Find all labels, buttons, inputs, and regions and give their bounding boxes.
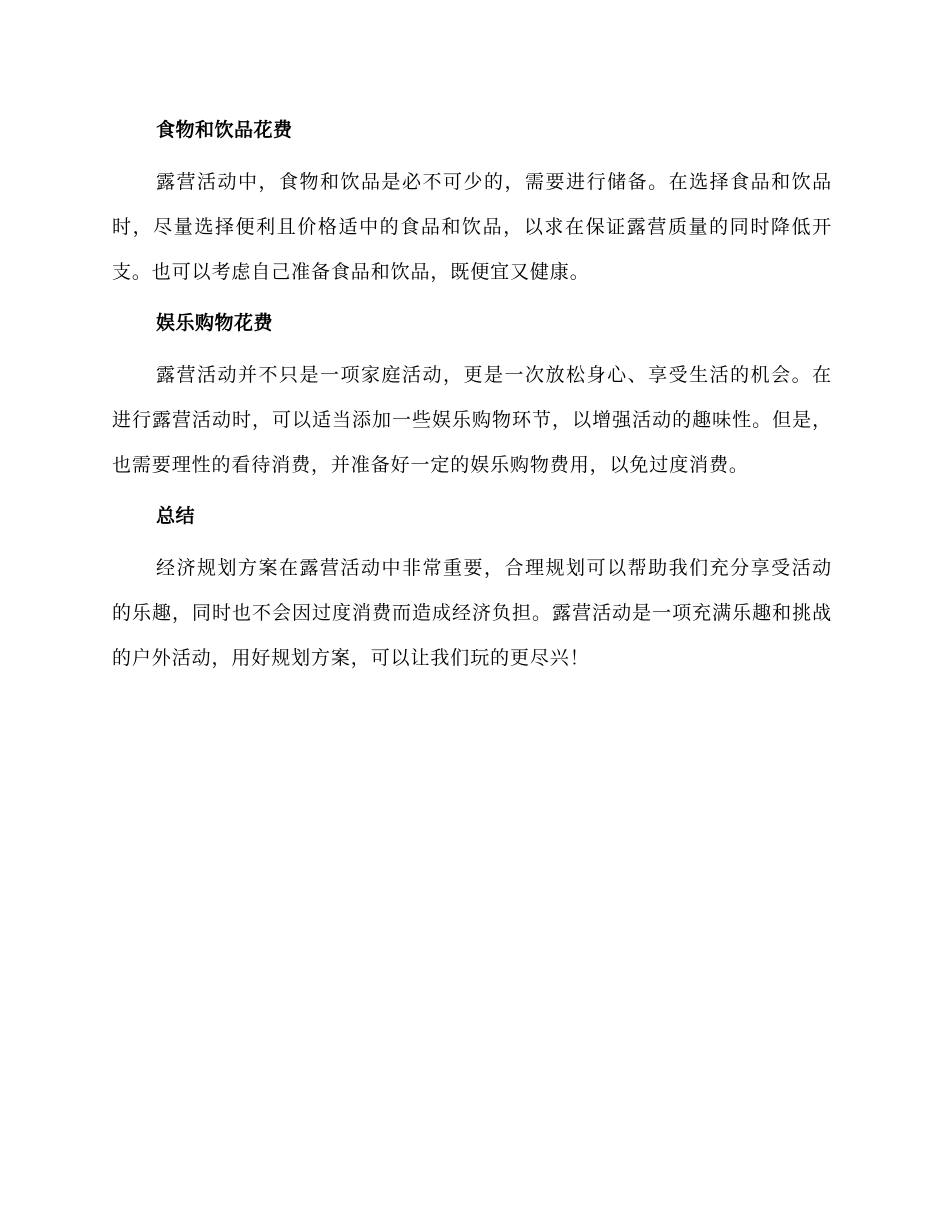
document-page [112,108,832,681]
section-heading-entertainment: 娱乐购物花费 [156,312,274,334]
section-paragraph-entertainment: 露营活动并不只是一项家庭活动，更是一次放松身心、享受生活的机会。在进行露营活动时，可以适当添加一些娱乐购物环节，以增强活动的趣味性。但是，也需要理性的看待消费，并准备好一定的娱乐购物费用，以免过度消费。 [112,364,832,476]
section-paragraph-summary: 经济规划方案在露营活动中非常重要，合理规划可以帮助我们充分享受活动的乐趣，同时也不会因过度消费而造成经济负担。露营活动是一项充满乐趣和挑战的户外活动，用好规划方案，可以让我们玩的更尽兴！ [112,557,832,669]
spacer [112,538,832,546]
section-heading-summary: 总结 [156,505,196,527]
spacer [112,345,832,353]
section-heading-food: 食物和饮品花费 [156,119,293,141]
section-paragraph-food: 露营活动中，食物和饮品是必不可少的，需要进行储备。在选择食品和饮品时，尽量选择便利且价格适中的食品和饮品，以求在保证露营质量的同时降低开支。也可以考虑自己准备食品和饮品，既便宜又健康。 [112,171,832,283]
spacer [112,152,832,160]
